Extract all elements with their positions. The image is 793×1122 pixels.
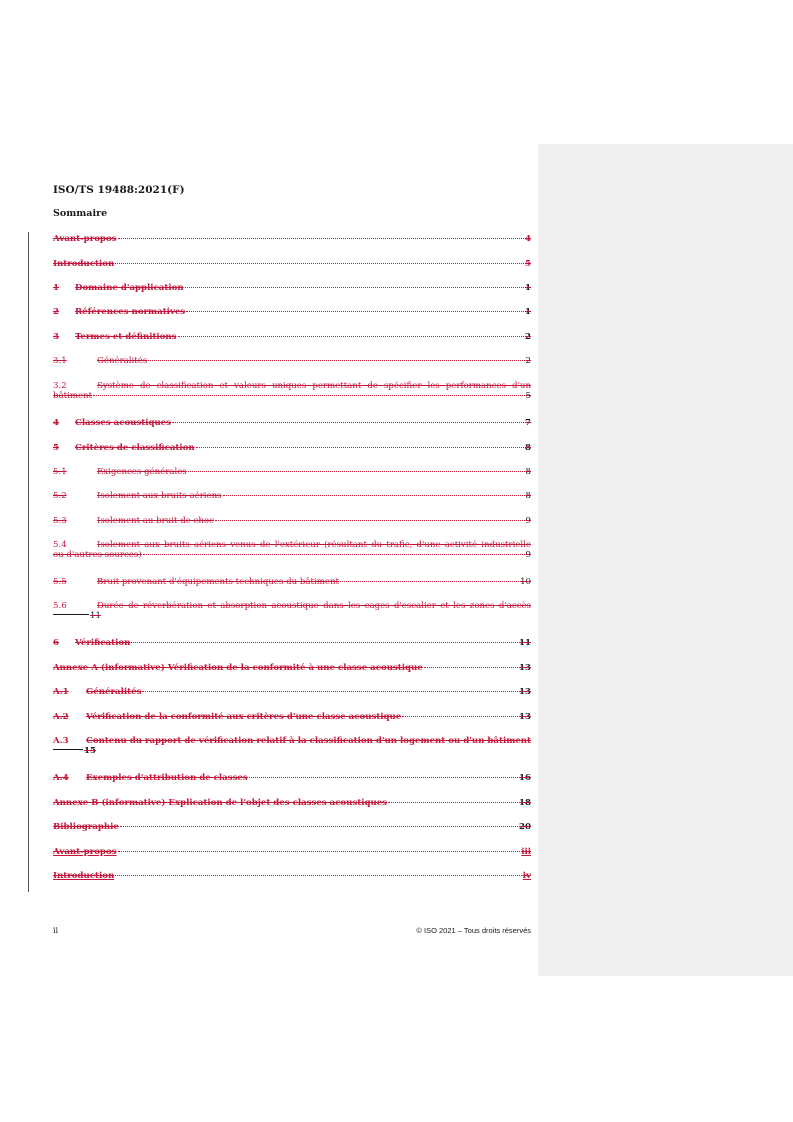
toc-leader xyxy=(402,716,518,717)
toc-leader xyxy=(148,360,524,361)
toc-entry-number: 5.1 xyxy=(53,467,67,477)
toc-entry-a-3[interactable] xyxy=(53,736,531,756)
toc-entry-page: 2 xyxy=(525,332,531,342)
toc-entry-5-1[interactable] xyxy=(53,467,531,477)
toc-entry-5-4[interactable] xyxy=(53,540,531,560)
change-bar xyxy=(28,232,29,892)
toc-entry-5-3[interactable] xyxy=(53,516,531,526)
toc-entry-avant-propos[interactable] xyxy=(53,234,531,244)
toc-entry-number: 1 xyxy=(53,283,59,293)
toc-entry-page: 18 xyxy=(519,798,531,808)
toc-entry-page: 16 xyxy=(519,773,531,783)
toc-entry-page: 13 xyxy=(519,663,531,673)
toc-entry-label-cont: bâtiment xyxy=(53,391,93,401)
toc-entry-number: 5 xyxy=(53,443,59,453)
toc-entry-label: Système de classification et valeurs uniques permettant de spécifier les performances d'un xyxy=(97,381,531,391)
toc-entry-page: iii xyxy=(521,847,531,857)
toc-entry-number: 4 xyxy=(53,418,59,428)
toc-leader xyxy=(93,395,524,396)
toc-entry-label: Critères de classification xyxy=(75,443,195,453)
toc-entry-number: 5.4 xyxy=(53,540,67,550)
toc-leader xyxy=(120,826,518,827)
toc-entry-line2 xyxy=(53,611,531,621)
toc-leader xyxy=(340,581,519,582)
toc-entry-line1 xyxy=(53,381,531,391)
toc-entry-number: 2 xyxy=(53,307,59,317)
toc-leader xyxy=(142,691,518,692)
toc-leader xyxy=(131,642,518,643)
toc-entry-3[interactable] xyxy=(53,332,531,342)
toc-entry-number: 6 xyxy=(53,638,59,648)
toc-leader xyxy=(388,802,518,803)
toc-entry-label: Vérification xyxy=(75,638,131,648)
toc-entry-page: 11 xyxy=(90,611,101,621)
toc-entry-page: 13 xyxy=(519,712,531,722)
toc-entry-label: Durée de réverbération et absorption acoustique dans les cages d'escalier et les zones d'accès xyxy=(97,601,531,611)
toc-entry-page: 8 xyxy=(525,443,531,453)
toc-entry-4[interactable] xyxy=(53,418,531,428)
toc-leader xyxy=(118,238,525,239)
toc-entry-page: 20 xyxy=(519,822,531,832)
toc-entry-label: Introduction xyxy=(53,871,115,881)
toc-entry-page: 5 xyxy=(525,259,531,269)
toc-leader xyxy=(223,495,525,496)
toc-entry-line1 xyxy=(53,736,531,746)
toc-entry-3-1[interactable] xyxy=(53,356,531,366)
toc-entry-page: 15 xyxy=(84,746,96,756)
toc-entry-page: 9 xyxy=(525,516,531,526)
toc-entry-label: Avant-propos xyxy=(53,847,117,857)
toc-entry-number: 5.5 xyxy=(53,577,67,587)
toc-entry-page: 5 xyxy=(525,391,531,401)
toc-entry-a-2[interactable] xyxy=(53,712,531,722)
toc-entry-2[interactable] xyxy=(53,307,531,317)
toc-entry-6[interactable] xyxy=(53,638,531,648)
toc-leader xyxy=(186,311,524,312)
toc-leader xyxy=(424,667,518,668)
toc-entry-label: Annexe B (informative) Explication de l'objet des classes acoustiques xyxy=(53,798,388,808)
toc-leader xyxy=(172,422,524,423)
toc-leader xyxy=(185,287,524,288)
tab-dash xyxy=(53,749,83,750)
toc-leader xyxy=(249,777,518,778)
toc-entry-3-2[interactable] xyxy=(53,381,531,401)
toc-entry-annexe-a[interactable] xyxy=(53,663,531,673)
toc-entry-line2 xyxy=(53,391,531,401)
toc-entry-page: 7 xyxy=(525,418,531,428)
toc-entry-label: Généralités xyxy=(86,687,142,697)
toc-leader xyxy=(178,336,525,337)
toc-entry-page: 1 xyxy=(525,283,531,293)
toc-leader xyxy=(188,471,525,472)
toc-entry-5-6[interactable] xyxy=(53,601,531,621)
toc-entry-number: 5.3 xyxy=(53,516,67,526)
toc-entry-line2 xyxy=(53,550,531,560)
toc-entry-a-1[interactable] xyxy=(53,687,531,697)
footer-copyright: © ISO 2021 – Tous droits réservés xyxy=(416,926,531,935)
toc-leader xyxy=(143,554,525,555)
toc-entry-label: Domaine d'application xyxy=(75,283,184,293)
toc-entry-5-2[interactable] xyxy=(53,491,531,501)
toc-entry-label: Isolement aux bruits aériens venus de l'extérieur (résultant du trafic, d'une activité industrielle xyxy=(97,540,531,550)
toc-entry-page: 9 xyxy=(525,550,531,560)
toc-entry-label: Bibliographie xyxy=(53,822,119,832)
toc-entry-label: Références normatives xyxy=(75,307,186,317)
toc-entry-line2 xyxy=(53,746,531,756)
toc-entry-label: Isolement au bruit de choc xyxy=(97,516,214,526)
toc-leader xyxy=(115,263,524,264)
toc-entry-page: 2 xyxy=(525,356,531,366)
toc-entry-label: Annexe A (informative) Vérification de la conformité à une classe acoustique xyxy=(53,663,423,673)
toc-entry-introduction[interactable] xyxy=(53,259,531,269)
toc-entry-label: Introduction xyxy=(53,259,115,269)
toc-entry-number: A.1 xyxy=(53,687,69,697)
toc-entry-label: Généralités xyxy=(97,356,148,366)
toc-entry-number: A.4 xyxy=(53,773,69,783)
toc-entry-label: Isolement aux bruits aériens xyxy=(97,491,222,501)
toc-entry-number: 3 xyxy=(53,332,59,342)
toc-entry-page: 11 xyxy=(519,638,531,648)
toc-entry-label: Exigences générales xyxy=(97,467,187,477)
toc-entry-1[interactable] xyxy=(53,283,531,293)
toc-entry-line1 xyxy=(53,601,531,611)
toc-title: Sommaire xyxy=(53,208,108,219)
toc-entry-number: A.3 xyxy=(53,736,69,746)
toc-entry-label: Vérification de la conformité aux critères d'une classe acoustique xyxy=(86,712,402,722)
toc-entry-page: 10 xyxy=(520,577,531,587)
document-id: ISO/TS 19488:2021(F) xyxy=(53,184,185,196)
toc-entry-label: Contenu du rapport de vérification relatif à la classification d'un logement ou d'un bâtiment xyxy=(86,736,531,746)
toc-entry-page: 13 xyxy=(519,687,531,697)
toc-entry-label: Classes acoustiques xyxy=(75,418,172,428)
comment-pane xyxy=(538,144,793,976)
toc-entry-line1 xyxy=(53,540,531,550)
toc-entry-5-5[interactable] xyxy=(53,577,531,587)
toc-entry-avant-propos-new[interactable] xyxy=(53,847,531,857)
toc-entry-page: 8 xyxy=(525,467,531,477)
toc-entry-label: Exemples d'attribution de classes xyxy=(86,773,248,783)
toc-entry-page: iv xyxy=(522,871,531,881)
toc-leader xyxy=(215,520,525,521)
toc-entry-annexe-b[interactable] xyxy=(53,798,531,808)
toc-entry-number: 5.6 xyxy=(53,601,67,611)
toc-entry-bibliographie[interactable] xyxy=(53,822,531,832)
toc-entry-number: 5.2 xyxy=(53,491,67,501)
toc-entry-page: 4 xyxy=(525,234,531,244)
toc-entry-a-4[interactable] xyxy=(53,773,531,783)
footer-page-number: ii xyxy=(53,926,59,935)
toc-entry-label: Bruit provenant d'équipements techniques du bâtiment xyxy=(97,577,339,587)
toc-entry-page: 1 xyxy=(525,307,531,317)
tab-dash xyxy=(53,614,89,615)
toc-entry-label: Avant-propos xyxy=(53,234,117,244)
toc-leader xyxy=(118,851,521,852)
toc-entry-page: 8 xyxy=(525,491,531,501)
toc-entry-introduction-new[interactable] xyxy=(53,871,531,881)
toc-entry-label-cont: ou d'autres sources) xyxy=(53,550,142,560)
toc-entry-number: A.2 xyxy=(53,712,69,722)
toc-entry-number: 3.2 xyxy=(53,381,67,391)
toc-entry-number: 3.1 xyxy=(53,356,67,366)
toc-entry-label: Termes et définitions xyxy=(75,332,177,342)
toc-entry-5[interactable] xyxy=(53,443,531,453)
toc-leader xyxy=(196,447,524,448)
toc-leader xyxy=(115,875,522,876)
